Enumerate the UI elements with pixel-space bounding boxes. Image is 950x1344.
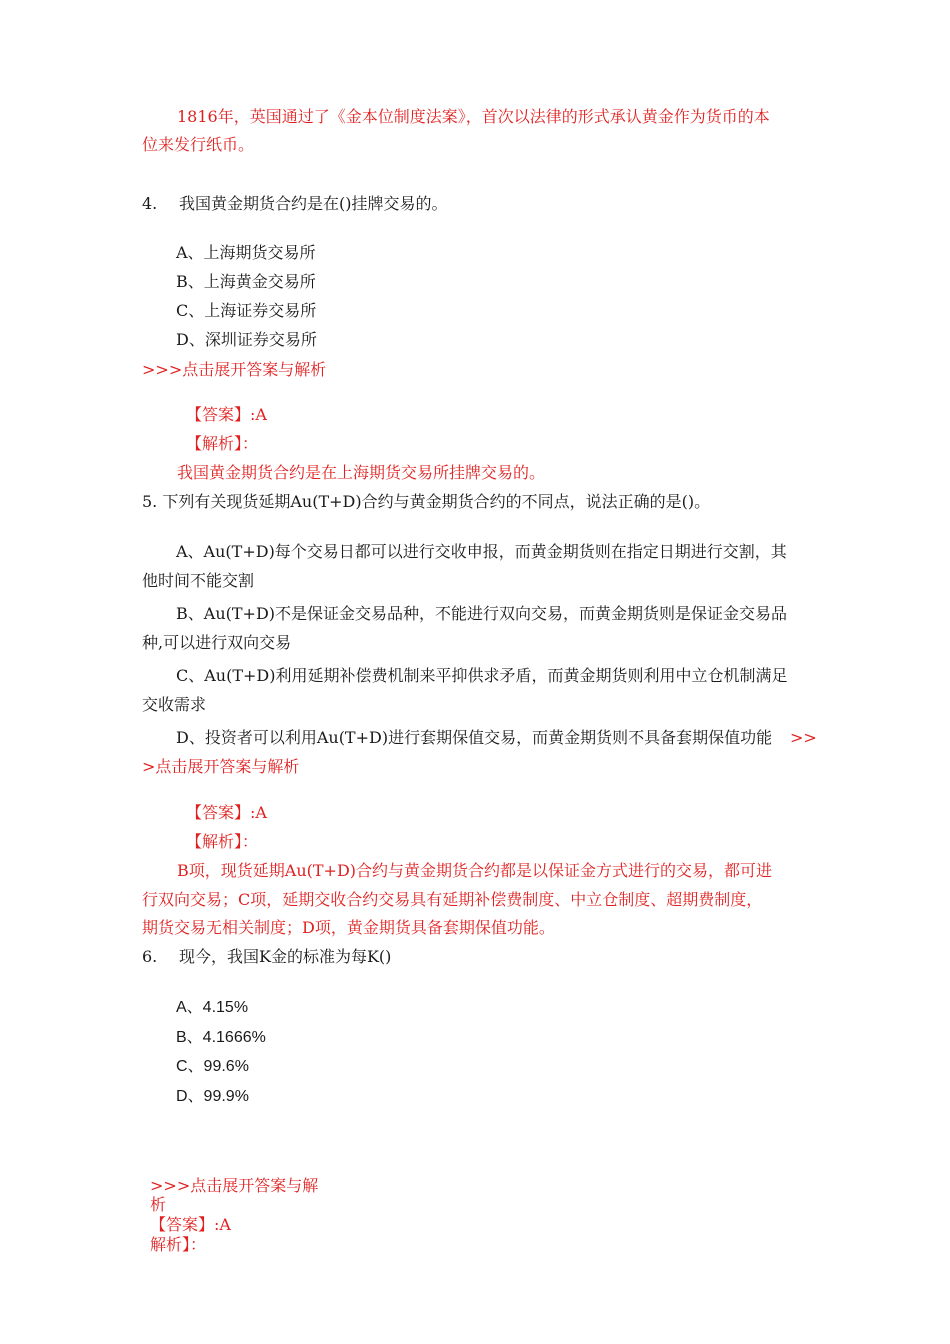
q4-option-a[interactable]: A、上海期货交易所 [176, 243, 316, 262]
q6-option-d[interactable]: D、99.9% [176, 1088, 249, 1105]
intro-line-1: 1816年，英国通过了《金本位制度法案》，首次以法律的形式承认黄金作为货币的本 [177, 107, 770, 126]
q5-analysis-line-3: 期货交易无相关制度；D项，黄金期货具备套期保值功能。 [142, 918, 555, 937]
q4-option-d[interactable]: D、深圳证券交易所 [176, 330, 317, 349]
q6-expand-answer-link-end[interactable]: 析 [150, 1195, 167, 1214]
q4-number: 4. [142, 194, 158, 213]
q6-option-a[interactable]: A、4.15% [176, 999, 249, 1016]
q4-analysis-label: 【解析】： [186, 434, 259, 453]
q6-option-c[interactable]: C、99.6% [176, 1058, 249, 1075]
q4-expand-answer-link[interactable]: >>>点击展开答案与解析 [142, 360, 327, 379]
q4-stem: 我国黄金期货合约是在()挂牌交易的。 [179, 194, 448, 213]
q5-option-c-line-1[interactable]: C、Au(T+D)利用延期补偿费机制来平抑供求矛盾，而黄金期货则利用中立仓机制满足 [176, 666, 788, 685]
q4-option-c[interactable]: C、上海证券交易所 [176, 301, 317, 320]
q4-answer: 【答案】:A [186, 405, 267, 424]
q5-option-c-line-2[interactable]: 交收需求 [142, 695, 207, 714]
q4-option-b[interactable]: B、上海黄金交易所 [176, 272, 316, 291]
q5-expand-answer-link-start[interactable]: >> [790, 728, 817, 747]
q5-analysis-label: 【解析】： [186, 832, 259, 851]
q6-stem: 现今，我国K金的标准为每K() [179, 947, 392, 966]
q6-option-b[interactable]: B、4.1666% [176, 1029, 266, 1046]
q4-analysis-text: 我国黄金期货合约是在上海期货交易所挂牌交易的。 [177, 463, 546, 482]
q5-stem: 5. 下列有关现货延期Au(T+D)合约与黄金期货合约的不同点，说法正确的是()。 [142, 492, 711, 511]
q5-expand-answer-link[interactable]: >点击展开答案与解析 [142, 757, 300, 776]
q5-analysis-line-2: 行双向交易；C项，延期交收合约交易具有延期补偿费制度、中立仓制度、超期费制度， [142, 890, 763, 909]
q5-option-b-line-1[interactable]: B、Au(T+D)不是保证金交易品种，不能进行双向交易，而黄金期货则是保证金交易品 [176, 604, 788, 623]
q5-option-b-line-2[interactable]: 种,可以进行双向交易 [142, 633, 292, 652]
intro-line-2: 位来发行纸币。 [142, 135, 255, 154]
q5-option-a-line-2[interactable]: 他时间不能交割 [142, 571, 255, 590]
q6-expand-answer-link[interactable]: >>>点击展开答案与解 [150, 1176, 319, 1195]
q6-answer: 【答案】:A [150, 1215, 231, 1234]
q6-number: 6. [142, 947, 158, 966]
q5-analysis-line-1: B项，现货延期Au(T+D)合约与黄金期货合约都是以保证金方式进行的交易，都可进 [177, 861, 773, 880]
q5-option-d[interactable]: D、投资者可以利用Au(T+D)进行套期保值交易，而黄金期货则不具备套期保值功能 [176, 728, 773, 747]
q5-option-a-line-1[interactable]: A、Au(T+D)每个交易日都可以进行交收申报，而黄金期货则在指定日期进行交割，其 [176, 542, 787, 561]
q6-analysis-label: 解析】： [150, 1235, 207, 1254]
q5-answer: 【答案】:A [186, 803, 267, 822]
